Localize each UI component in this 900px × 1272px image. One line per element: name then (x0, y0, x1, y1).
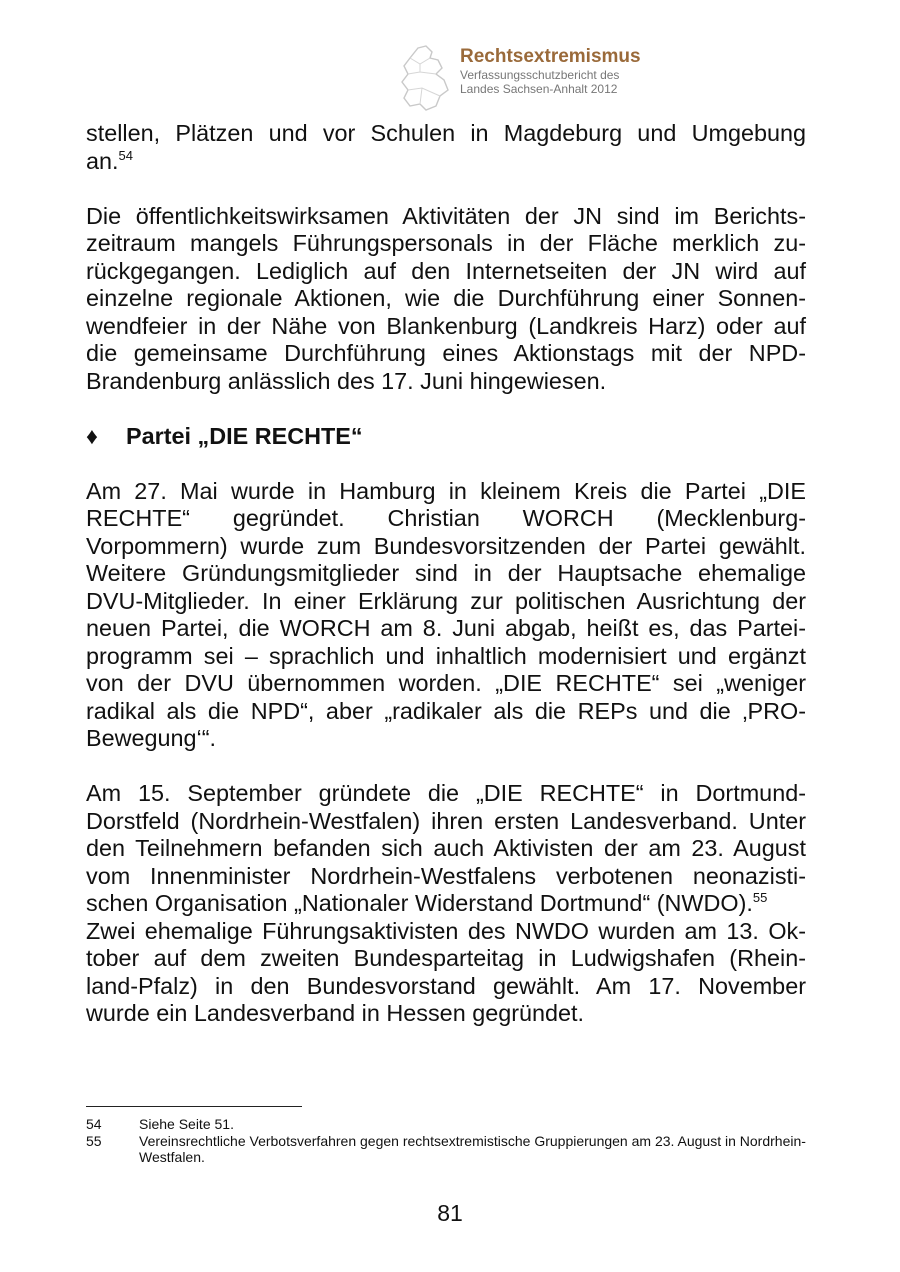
text-line: tober auf dem zweiten Bundesparteitag in Ludwigshafen (Rhein- (86, 945, 806, 971)
footnote (86, 1116, 806, 1133)
text-line: stellen, Plätzen und vor Schulen in Magdeburg und Umgebung (86, 120, 806, 146)
text-line: die gemeinsame Durchführung eines Aktionstags mit der NPD- (86, 340, 806, 366)
header-subtitle-line1: Verfassungsschutzbericht des (460, 68, 620, 82)
header-subtitle-line2: Landes Sachsen-Anhalt 2012 (460, 82, 618, 96)
diamond-bullet-icon: ♦ (86, 422, 98, 449)
footnote-ref: 54 (118, 147, 133, 163)
text-line: neuen Partei, die WORCH am 8. Juni abgab, heißt es, das Partei- (86, 615, 806, 641)
text-line: von der DVU übernommen worden. „DIE RECHTE“ sei „weniger (86, 670, 806, 696)
footnote-divider (86, 1106, 302, 1107)
text-line: Brandenburg anlässlich des 17. Juni hingewiesen. (86, 367, 607, 394)
footnote-number: 54 (86, 1116, 102, 1132)
saxony-anhalt-map-logo (396, 44, 456, 114)
section-heading (86, 423, 806, 451)
text-line: wurde ein Landesverband in Hessen gegründet. (86, 1000, 585, 1026)
paragraph-2 (86, 203, 806, 396)
text-line: Die öffentlichkeitswirksamen Aktivitäten der JN sind im Berichts- (86, 202, 806, 229)
text-line: Dorstfeld (Nordrhein-Westfalen) ihren ersten Landesverband. Unter (86, 807, 806, 834)
footnotes (86, 1116, 806, 1166)
section-heading-text: Partei „DIE RECHTE“ (126, 422, 363, 449)
page-number: 81 (437, 1200, 463, 1226)
text-line: rückgegangen. Lediglich auf den Internetseiten der JN wird auf (86, 257, 806, 284)
header-title: Rechtsextremismus (460, 46, 641, 67)
text-line: Zwei ehemalige Führungsaktivisten des NWDO wurden am 13. Ok- (86, 917, 806, 944)
text-line: programm sei – sprachlich und inhaltlich modernisiert und ergänzt (86, 642, 806, 669)
text-line: Bewegung‘“. (86, 725, 217, 751)
text-line (86, 148, 806, 176)
text-line: wendfeier in der Nähe von Blankenburg (Landkreis Harz) oder auf (86, 312, 806, 339)
paragraph-3 (86, 478, 806, 753)
text-line: einzelne regionale Aktionen, wie die Durchführung einer Sonnen- (86, 285, 806, 311)
text-line: DVU-Mitglieder. In einer Erklärung zur politischen Ausrichtung der (86, 587, 806, 614)
text-line: zeitraum mangels Führungspersonals in der Fläche merklich zu- (86, 230, 806, 256)
text-line: Weitere Gründungsmitglieder sind in der Hauptsache ehemalige (86, 560, 806, 586)
text-line: RECHTE“ gegründet. Christian WORCH (Mecklenburg- (86, 505, 806, 531)
text-line-content: an. (86, 147, 119, 174)
page-header (396, 44, 696, 116)
paragraph-1 (86, 120, 806, 175)
text-line: Am 27. Mai wurde in Hamburg in kleinem Kreis die Partei „DIE (86, 477, 806, 504)
paragraph-4 (86, 780, 806, 1028)
header-text (460, 46, 641, 96)
footnote-text: Siehe Seite 51. (139, 1116, 234, 1132)
footnote (86, 1133, 806, 1166)
text-line: vom Innenminister Nordrhein-Westfalens verbotenen neonazisti- (86, 862, 806, 889)
footnote-text: Vereinsrechtliche Verbotsverfahren gegen rechtsextremistische Gruppierungen am 23. August in Nordrhein-Westfalen. (139, 1132, 806, 1165)
body-text (86, 120, 806, 1028)
text-line (86, 890, 806, 918)
text-line: Am 15. September gründete die „DIE RECHTE“ in Dortmund- (86, 780, 806, 806)
footnote-ref: 55 (752, 890, 768, 905)
text-line: radikal als die NPD“, aber „radikaler als die REPs und die ‚PRO- (86, 697, 806, 724)
text-line: Vorpommern) wurde zum Bundesvorsitzenden der Partei gewählt. (86, 532, 806, 559)
text-line-content: schen Organisation „Nationaler Widerstand Dortmund“ (NWDO). (86, 890, 753, 916)
text-line: land-Pfalz) in den Bundesvorstand gewählt. Am 17. November (86, 972, 806, 999)
text-line: den Teilnehmern befanden sich auch Aktivisten der am 23. August (86, 835, 806, 861)
footnote-number: 55 (86, 1132, 102, 1149)
